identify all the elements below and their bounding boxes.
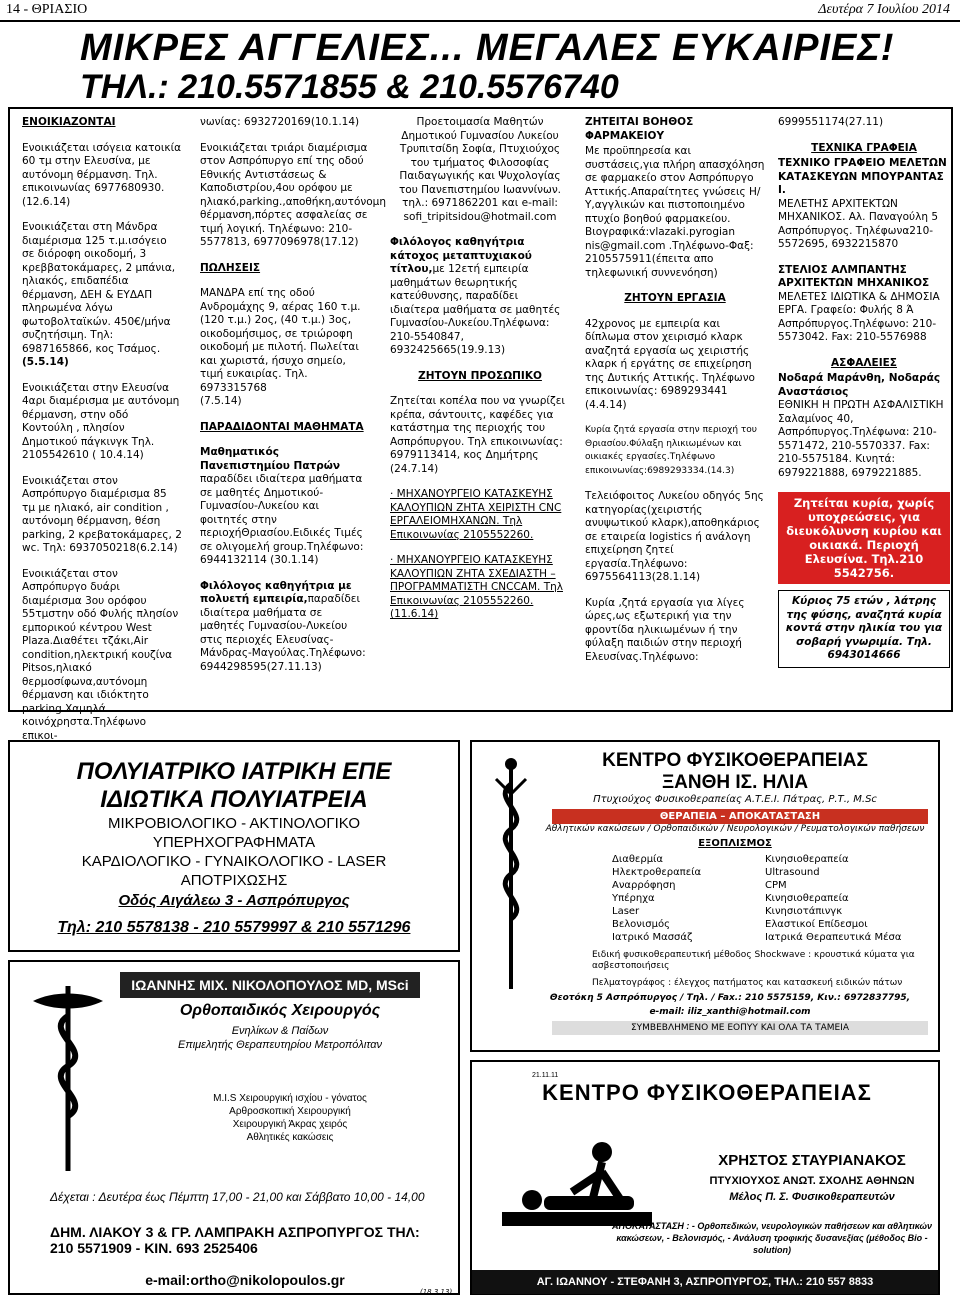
- ad-text: Ενοικιάζεται στη Μάνδρα διαμέρισμα 125 τ.μ.ισόγειο σε διόροφη οικοδομή, 3 κρεββατοκάμαρες, 2 μπάνια, ηλιακός, επιδαπέδια θέρμανση, ΔΕΗ & ΕΥΔΑΠ πληρωμένα λόγω φωτοβολταϊκών. 450€/μήνα συζητήσιμη. Τηλ: 6987165866, κος Τσάμος.: [22, 221, 176, 355]
- ad-title: ΚΕΝΤΡΟ ΦΥΣΙΚΟΘΕΡΑΠΕΙΑΣ: [542, 1080, 872, 1105]
- ad-text: · ΜΗΧΑΝΟΥΡΓΕΙΟ ΚΑΤΑΣΚΕΥΗΣ ΚΑΛΟΥΠΙΩΝ ΖΗΤΑ ΧΕΙΡΙΣΤΗ CNC ΕΡΓΑΛΕΙΟΜΗΧΑΝΩΝ. Τηλ Επικοινωνίας 2105552260.: [390, 488, 562, 541]
- ad-text: παραδίδει ιδιαίτερα μαθήματα σε μαθητές Δημοτικού-Γυμνασίου-Λυκείου και φοιτητές στην περιοχήΘριασίου.Ειδικές Τιμές σε ολιγομελή group.Τηλέφωνο: 6944132114 (30.1.14): [200, 473, 364, 566]
- service-line: ΥΠΕΡΗΧΟΓΡΑΦΗΜΑΤΑ: [152, 834, 316, 851]
- ad-text: ΜΕΛΕΤΗΣ ΑΡΧΙΤΕΚΤΩΝ ΜΗΧΑΝΙΚΟΣ. Αλ. Παναγούλη 5 Ασπρόπυργος. Τηλέφωνα210-5572695, 6932215870: [778, 197, 939, 250]
- ad-text: ΜΑΝΔΡΑ επί της οδού Ανδρομάχης 9, αέρας 160 τ.μ. (120 τ.μ.) 2ος, (40 τ.μ.) 3ος, οικοδομήσιμος, σε τριώροφη οικοδομή με πιλοτή. Πωλείται και χωριστά, ήσυχο σημείο, τιμή ευκαιρίας. Τηλ. 6973315768: [200, 287, 361, 394]
- doctor-subtitle: Ενηλίκων & Παίδων Επιμελητής Θεραπευτηρίου Μετροπόλιταν: [177, 1025, 382, 1051]
- therapist-name: ΧΡΗΣΤΟΣ ΣΤΑΥΡΙΑΝΑΚΟΣ: [718, 1152, 906, 1169]
- ad-address: ΔΗΜ. ΛΙΑΚΟΥ 3 & ΓΡ. ΛΑΜΠΡΑΚΗ ΑΣΠΡΟΠΥΡΓΟΣ ΤΗΛ: 210 5571909 - ΚΙΝ. 693 2525406: [50, 1224, 420, 1256]
- ad-text: Κυρία ,ζητά εργασία για λίγες ώρες,ως εξωτερική για την φροντίδα ηλικιωμένων ή την φύλαξη παιδιών στην περιοχή Ελευσίνας.Τηλέφωνο:: [585, 596, 745, 663]
- equipment-item: Ιατρικό Μασσάζ: [612, 932, 693, 943]
- section-heading-seeking-work: ΖΗΤΟΥΝ ΕΡΓΑΣΙΑ: [624, 292, 726, 304]
- doctor-name: ΙΩΑΝΝΗΣ ΜΙΧ. ΝΙΚΟΛΟΠΟΥΛΟΣ MD, MSci: [120, 972, 420, 998]
- physio-ad-xanthi: [470, 740, 940, 1052]
- ad-text: Με προϋπηρεσία και συστάσεις,για πλήρη απασχόληση σε φαρμακείο στον Ασπρόπυργο Αττικής.Απαραίτητες γνώσεις Η/Υ,αγγλικών και πιστοποιημένο πτυχίο βοηθού φαρμακείου. Βιογραφικά:vlazaki.pyrogian nis@gmail.com .Τηλέφωνο-Φαξ: 2105575911(έπειτα απο τηλεφωνική συννενόηση): [585, 145, 765, 279]
- equipment-item: Βελονισμός: [612, 919, 670, 930]
- doctor-title: Ορθοπαιδικός Χειρουργός: [179, 1002, 381, 1019]
- ad-text: Ενοικιάζεται στον Ασπρόπυργο δυάρι διαμέρισμα 3ου ορόφου 55τμστην οδό Φυλής πλησίον εμπορικού κέντρου West Plaza.Διαθέτει τζάκι,Air condition,ηλεκτρική κουζίνα Pitsos,ηλιακό θερμοσίφωνα,αυτόνομη θέρμανση και ιδιόκτητο parking.Χαμηλά κοινόχρηστα.Τηλέφωνο επικοι-: [22, 567, 179, 742]
- method-note: Πελματογράφος : έλεγχος πατήματος και κατασκευή ειδικών πάτων: [592, 978, 903, 988]
- equipment-item: Ιατρικά Θεραπευτικά Μέσα: [765, 932, 902, 943]
- equipment-item: Κινησιοθεραπεία: [765, 854, 849, 865]
- ad-text: Ενοικιάζεται στον Ασπρόπυργο διαμέρισμα 85 τμ με ηλιακό, air condition , αυτόνομη θέρμανση, θέση parking, 2 κρεβατοκάμαρες, 2 wc. Τηλ: 6937050218(6.2.14): [22, 474, 182, 554]
- section-heading-jobs-offered: ΖΗΤΟΥΝ ΠΡΟΣΩΠΙΚΟ: [418, 369, 542, 382]
- column-1: [22, 116, 182, 755]
- ad-contact: Θεοτόκη 5 Ασπρόπυργος / Τηλ. / Fax.: 210 5575159, Κιν.: 6972837795,: [549, 993, 911, 1003]
- banner-title: ΜΙΚΡΕΣ ΑΓΓΕΛΙΕΣ... ΜΕΓΑΛΕΣ ΕΥΚΑΙΡΙΕΣ!: [80, 27, 895, 69]
- ad-text: Κυρία ζητά εργασία στην περιοχή του Θριασίου.Φύλαξη ηλικιωμένων και οικιακές εργασίες.Τηλέφωνο επικοινωνίας:6989293334.(14.3): [585, 425, 758, 476]
- ad-date: (7.5.14): [200, 395, 242, 407]
- ad-date: (5.5.14): [22, 356, 69, 368]
- equipment-item: Ηλεκτροθεραπεία: [612, 867, 702, 878]
- ad-text: Ζητείται κοπέλα που να γνωρίζει κρέπα, σάντουιτς, καφέδες για κατάστημα της περιοχής του Ασπρόπυργου. Τηλ επικοινωνίας: 6979113414, κος Δημήτρης (24.7.14): [390, 395, 565, 475]
- section-heading-lessons: ΠΑΡΑΔΙΔΟΝΤΑΙ ΜΑΘΗΜΑΤΑ: [200, 420, 364, 433]
- ad-address: Οδός Αιγάλεω 3 - Ασπρόπυργος: [118, 892, 350, 909]
- ad-heading: ΖΗΤΕΙΤΑΙ ΒΟΗΘΟΣ ΦΑΡΜΑΚΕΙΟΥ: [585, 116, 694, 142]
- ad-footer: ΣΥΜΒΕΒΛΗΜΕΝΟ ΜΕ ΕΟΠΥΥ ΚΑΙ ΟΛΑ ΤΑ ΤΑΜΕΙΑ: [552, 1021, 928, 1035]
- ad-text: 6999551174(27.11): [778, 116, 884, 128]
- ad-heading: Μαθηματικός Πανεπιστημίου Πατρών: [200, 446, 341, 472]
- ad-text: ΜΕΛΕΤΕΣ ΙΔΙΩΤΙΚΑ & ΔΗΜΟΣΙΑ ΕΡΓΑ. Γραφείο: Φυλής 8 Ά Ασπρόπυργος.Τηλέφωνο: 210-5573042. Fax: 210-5576988: [778, 290, 940, 343]
- ad-date: 21.11.11: [532, 1072, 559, 1079]
- ad-text: Ενοικιάζεται ισόγεια κατοικία 60 τμ στην Ελευσίνα, με αυτόνομη θέρμανση. Τηλ. επικοινωνίας 6977680930. (12.6.14): [22, 141, 182, 208]
- ad-text: με 12ετή εμπειρία μαθημάτων θεωρητικής κατεύθυνσης, παραδίδει ιδιαίτερα μαθήματα σε μαθητές Γυμνασίου-Λυκείου.Τηλέφωνα: 210-5540847, 6932425665(19.9.13): [390, 263, 561, 356]
- equipment-item: Διαθερμία: [612, 854, 664, 865]
- ad-text: παραδίδει ιδιαίτερα μαθήματα σε μαθητές Γυμνασίου-Λυκείου στις περιοχές Ελευσίνας-Μάνδρας-Μαγούλας.Τηλέφωνο: 6944298595(27.11.13): [200, 593, 366, 673]
- ad-email: e-mail: iliz_xanthi@hotmail.com: [649, 1007, 811, 1017]
- ad-text: Τελειόφοιτος Λυκείου οδηγός 5ης κατηγορίας(χειριστής ανυψωτικού κλαρκ),αποθηκάριος σε εταιρεία logistics ή ανάλογη επιχείρηση ζητεί εργασία.Τηλέφωνο: 6975564113(28.1.14): [585, 490, 764, 583]
- equipment-item: CPM: [765, 880, 787, 891]
- section-heading-sales: ΠΩΛΗΣΕΙΣ: [200, 261, 261, 274]
- section-heading-technical-offices: ΤΕΧΝΙΚΑ ΓΡΑΦΕΙΑ: [811, 141, 917, 154]
- ad-heading: ΣΤΕΛΙΟΣ ΑΛΜΠΑΝΤΗΣ ΑΡΧΙΤΕΚΤΩΝ ΜΗΧΑΝΙΚΟΣ: [778, 263, 930, 289]
- polyclinic-ad: [8, 740, 460, 952]
- column-2: [200, 116, 386, 686]
- equipment-item: Ελαστικοί Επίδεσμοι: [765, 919, 868, 930]
- ad-text: · ΜΗΧΑΝΟΥΡΓΕΙΟ ΚΑΤΑΣΚΕΥΗΣ ΚΑΛΟΥΠΙΩΝ ΖΗΤΑ ΣΧΕΔΙΑΣΤΗ – ΠΡΟΓΡΑΜΜΑΤΙΣΤΗ CNCCAM. Τηλ Επικοινωνίας 2105552260.(11.6.14): [390, 554, 563, 620]
- column-5: [778, 116, 950, 668]
- ad-subtitle: ΙΔΙΩΤΙΚΑ ΠΟΛΥΙΑΤΡΕΙΑ: [100, 786, 368, 813]
- ad-text: Ενοικιάζεται τριάρι διαμέρισμα στον Ασπρόπυργο επί της οδού Εθνικής Αντιστάσεως & Καποδιστρίου,4ου ορόφου με ηλιακό,parking.,αποθήκη,αυτόνομη θέρμανση,πόρτες ασφαλείας σε τιμή λογική. Τηλέφωνο: 210-5577813, 6977096978(17.12): [200, 141, 386, 248]
- physio-ad-stavrianakos: [470, 1060, 940, 1295]
- office-hours: Δέχεται : Δευτέρα έως Πέμπτη 17,00 - 21,00 και Σάββατο 10,00 - 14,00: [50, 1190, 425, 1204]
- section-heading-insurance: ΑΣΦΑΛΕΙΕΣ: [831, 356, 897, 369]
- ad-date: (18.3.13): [420, 1288, 453, 1296]
- caduceus-icon: [486, 754, 536, 994]
- equipment-item: Κινησιοτάπινγκ: [765, 906, 843, 917]
- personal-ad: Κύριος 75 ετών , λάτρης της φύσης, αναζητά κυρία κοντά στην ηλικία του για σοβαρή γνωριμία. Τηλ. 6943014666: [778, 590, 950, 668]
- services: ΑΠΟΚΑΤΑΣΤΑΣΗ : - Ορθοπεδικών, νευρολογικών παθήσεων και αθλητικών κακώσεων, - Βελονισμός, - Ανάλυση τροφικής δυσανεξίας (μέθοδος Bio -solution): [612, 1221, 932, 1255]
- ad-bar: ΘΕΡΑΠΕΙΑ – ΑΠΟΚΑΤΑΣΤΑΣΗ: [552, 809, 928, 824]
- ad-heading: ΤΕΧΝΙΚΟ ΓΡΑΦΕΙΟ ΜΕΛΕΤΩΝ ΚΑΤΑΣΚΕΥΩΝ ΜΠΟΥΡΑΝΤΑΣ Ι.: [778, 157, 947, 196]
- equipment-list: [612, 853, 918, 944]
- orthopedic-ad: [8, 960, 460, 1295]
- equipment-heading: ΕΞΟΠΛΙΣΜΟΣ: [698, 838, 772, 849]
- ad-heading: Φιλόλογος καθηγήτρια με πολυετή εμπειρία,: [200, 579, 352, 605]
- services: M.I.S Χειρουργική ισχίου - γόνατος Αρθροσκοπική Χειρουργική Χειρουργική Άκρας χειρός Αθλητικές κακώσεις: [213, 1093, 367, 1143]
- ad-heading: Νοδαρά Μαράνθη, Νοδαράς Αναστάσιος: [778, 372, 941, 398]
- equipment-item: Κινησιοθεραπεία: [765, 893, 849, 904]
- therapist-membership: Μέλος Π. Σ. Φυσικοθεραπευτών: [729, 1191, 895, 1203]
- page-header: [0, 0, 960, 22]
- ad-title: ΚΕΝΤΡΟ ΦΥΣΙΚΟΘΕΡΑΠΕΙΑΣ: [602, 750, 868, 771]
- equipment-item: Υπέρηχα: [612, 893, 655, 904]
- ad-title: ΠΟΛΥΙΑΤΡΙΚΟ ΙΑΤΡΙΚΗ ΕΠΕ: [76, 758, 392, 785]
- ad-heading: Φιλόλογος καθηγήτρια κάτοχος μεταπτυχιακού τίτλου,: [390, 236, 532, 275]
- ad-text: 42χρονος με εμπειρία και δίπλωμα στον χειρισμό κλαρκ αναζητά εργασία ως χειριστής κλαρκ ή εργάτης σε επιχείρηση της Δυτικής Αττικής. Τηλέφωνο επικοινωνίας: 6989293441 (4.4.14): [585, 317, 755, 411]
- ad-qualification: Πτυχιούχος Φυσικοθεραπείας Α.Τ.Ε.Ι. Πάτρας, Ρ.Τ., M.Sc: [593, 794, 877, 805]
- highlighted-ad: Ζητείται κυρία, χωρίς υποχρεώσεις, για διευκόλυνση κυρίου και οικιακά. Περιοχή Ελευσίνα. Τηλ.210 5542756.: [778, 492, 950, 584]
- column-3: [390, 116, 570, 634]
- service-line: ΜΙΚΡΟΒΙΟΛΟΓΙΚΟ - ΑΚΤΙΝΟΛΟΓΙΚΟ: [107, 815, 360, 832]
- equipment-item: Αναρρόφηση: [612, 880, 676, 891]
- equipment-item: Laser: [612, 906, 640, 917]
- caduceus-icon: [28, 976, 108, 1176]
- equipment-item: Ultrasound: [765, 867, 820, 878]
- method-note: Ειδική φυσικοθεραπευτική μέθοδος Shockwave : κρουστικά κύματα για ασβεστοποιήσεις: [592, 950, 915, 971]
- service-line: ΑΠΟΤΡΙΧΩΣΗΣ: [180, 872, 288, 889]
- issue-date: Δευτέρα 7 Ιουλίου 2014: [818, 2, 950, 17]
- ad-text: ΕΘΝΙΚΗ Η ΠΡΩΤΗ ΑΣΦΑΛΙΣΤΙΚΗ Σαλαμίνος 40, Ασπρόπυργος.Τηλέφωνα: 210-5571472, 210-5570337. Fax: 210-5575184. Κινητά: 6979221888, 6979221885.: [778, 399, 944, 479]
- ad-phones: Τηλ: 210 5578138 - 210 5579997 & 210 5571296: [57, 919, 411, 936]
- column-4: [585, 116, 765, 676]
- page-number: 14 - ΘΡΙΑΣΙΟ: [6, 2, 88, 17]
- ad-specialties: Αθλητικών κακώσεων / Ορθοπαιδικών / Νευρολογικών / Ρευματολογικών παθήσεων: [545, 824, 925, 834]
- ad-text: Ενοικιάζεται στην Ελευσίνα 4αρι διαμέρισμα με αυτόνομη θέρμανση, στην οδό Κοντούλη , πλησίον Δημοτικού πάγκινγκ Τηλ. 2105542610 ( 10.4.14): [22, 381, 180, 461]
- banner-phones: ΤΗΛ.: 210.5571855 & 210.5576740: [80, 68, 619, 106]
- therapist-qualification: ΠΤΥΧΙΟΥΧΟΣ ΑΝΩΤ. ΣΧΟΛΗΣ ΑΘΗΝΩΝ: [709, 1175, 915, 1187]
- ad-text: νωνίας: 6932720169(10.1.14): [200, 116, 360, 128]
- ad-text: Προετοιμασία Μαθητών Δημοτικού Γυμνασίου Λυκείου Τρυπιτσίδη Σοφία, Πτυχιούχος του τμήματος Φιλοσοφίας Παιδαγωγικής και Ψυχολογίας του Πανεπιστημίου Ιωαννίνων. τηλ.: 6971862201 και e-mail: sofi_tripitsidou@hotmail.com: [398, 116, 562, 223]
- ad-subtitle: ΞΑΝΘΗ ΙΣ. ΗΛΙΑ: [661, 772, 809, 793]
- ad-email: e-mail:ortho@nikolopoulos.gr: [145, 1272, 345, 1288]
- ad-footer: ΑΓ. ΙΩΑΝΝΟΥ - ΣΤΕΦΑΝΗ 3, ΑΣΠΡΟΠΥΡΓΟΣ, ΤΗΛ.: 210 557 8833: [472, 1270, 938, 1294]
- classifieds-banner: [80, 28, 940, 106]
- service-line: ΚΑΡΔΙΟΛΟΓΙΚΟ - ΓΥΝΑΙΚΟΛΟΓΙΚΟ - LASER: [81, 853, 387, 870]
- section-heading-rentals: ΕΝΟΙΚΙΑΖΟΝΤΑΙ: [22, 116, 116, 128]
